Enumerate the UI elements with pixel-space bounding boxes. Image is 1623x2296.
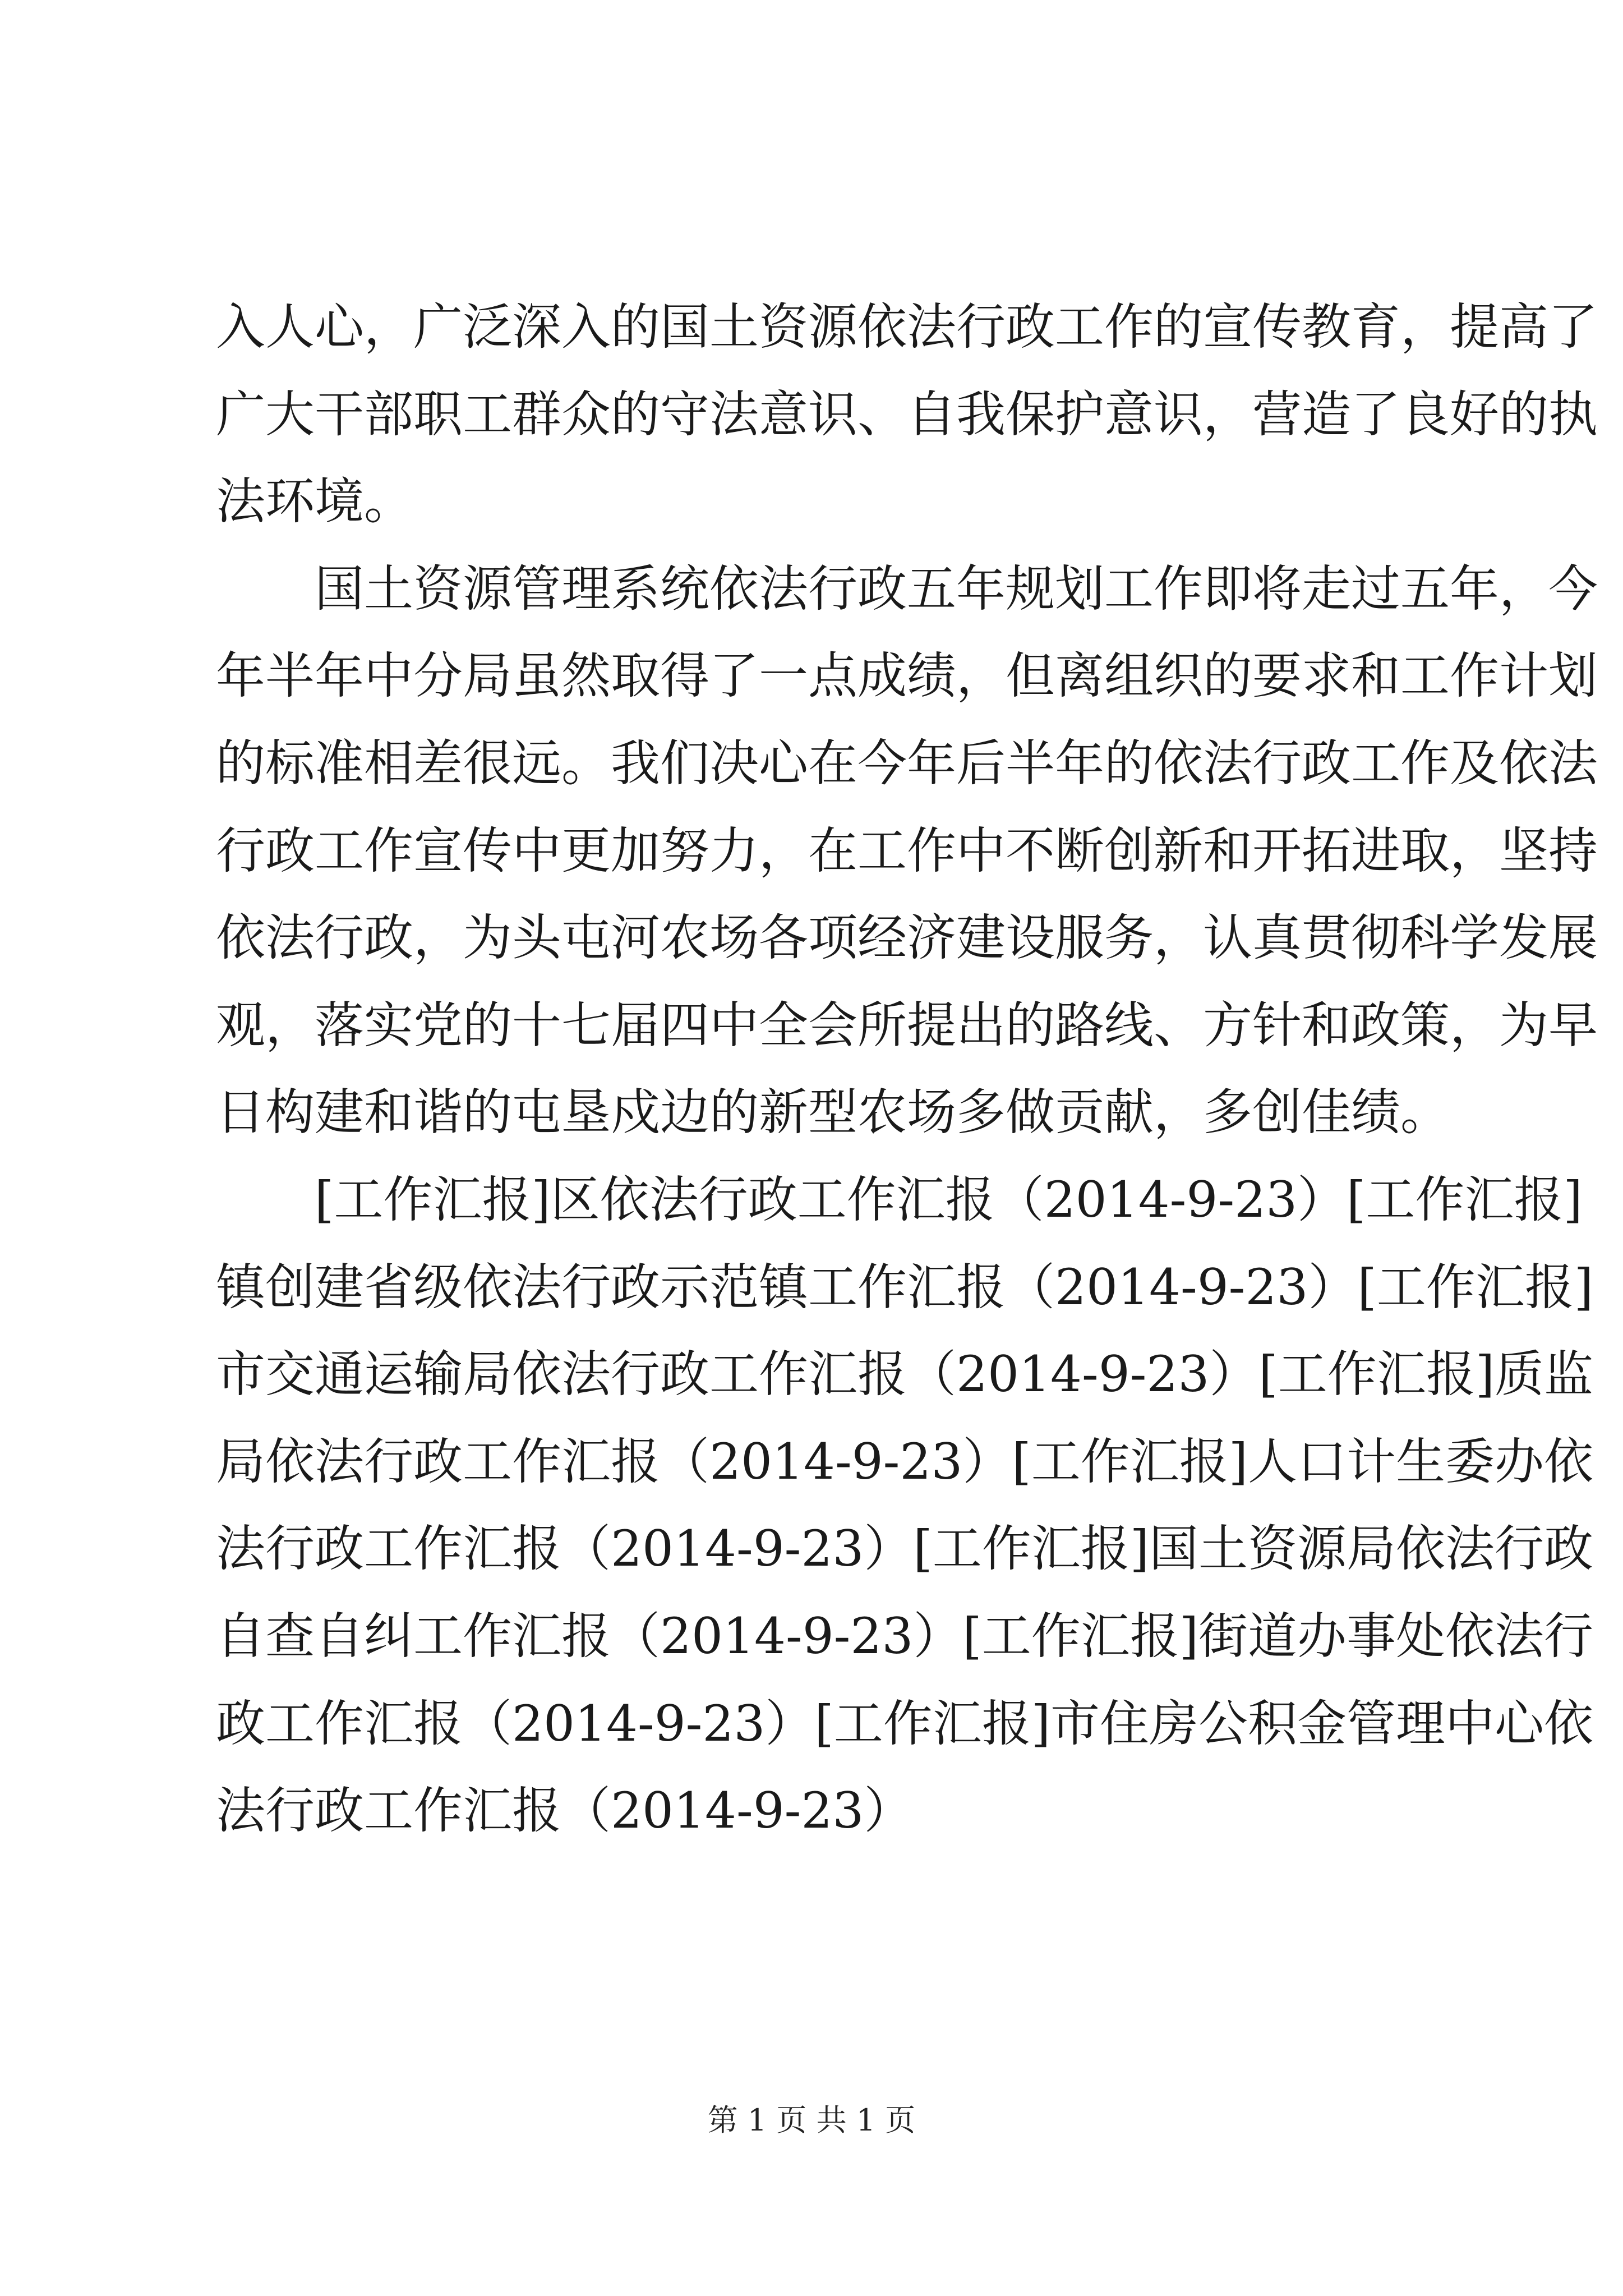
text-line: 市交通运输局依法行政工作汇报（2014-9-23）[工作汇报]质监 [216, 1345, 1594, 1404]
page-number: 第 1 页 共 1 页 [707, 2102, 916, 2138]
text-line: 局依法行政工作汇报（2014-9-23）[工作汇报]人口计生委办依 [216, 1432, 1594, 1490]
text-line: 入人心，广泛深入的国土资源依法行政工作的宣传教育，提高了 [216, 298, 1598, 356]
text-line: 自查自纠工作汇报（2014-9-23）[工作汇报]街道办事处依法行 [216, 1607, 1594, 1665]
document-body [216, 283, 1598, 1855]
text-line: 行政工作宣传中更加努力，在工作中不断创新和开拓进取，坚持 [216, 821, 1598, 880]
text-line: 的标准相差很远。我们决心在今年后半年的依法行政工作及依法 [216, 734, 1598, 792]
text-line: 镇创建省级依法行政示范镇工作汇报（2014-9-23）[工作汇报] [216, 1258, 1594, 1316]
text-line: 日构建和谐的屯垦戍边的新型农场多做贡献，多创佳绩。 [216, 1083, 1450, 1142]
text-line: 广大干部职工群众的守法意识、自我保护意识，营造了良好的执 [216, 385, 1598, 443]
text-line: 依法行政，为头屯河农场各项经济建设服务，认真贯彻科学发展 [216, 909, 1598, 967]
page-footer [0, 2101, 1623, 2140]
text-line: [工作汇报]区依法行政工作汇报（2014-9-23）[工作汇报] [216, 1170, 1583, 1228]
text-line: 法行政工作汇报（2014-9-23） [216, 1782, 914, 1840]
text-line: 观，落实党的十七届四中全会所提出的路线、方针和政策，为早 [216, 996, 1598, 1054]
text-line: 年半年中分局虽然取得了一点成绩，但离组织的要求和工作计划 [216, 647, 1598, 705]
text-line: 法环境。 [216, 472, 414, 531]
text-line: 政工作汇报（2014-9-23）[工作汇报]市住房公积金管理中心依 [216, 1694, 1594, 1752]
text-line: 法行政工作汇报（2014-9-23）[工作汇报]国土资源局依法行政 [216, 1520, 1594, 1578]
text-line: 国土资源管理系统依法行政五年规划工作即将走过五年，今 [216, 559, 1598, 618]
